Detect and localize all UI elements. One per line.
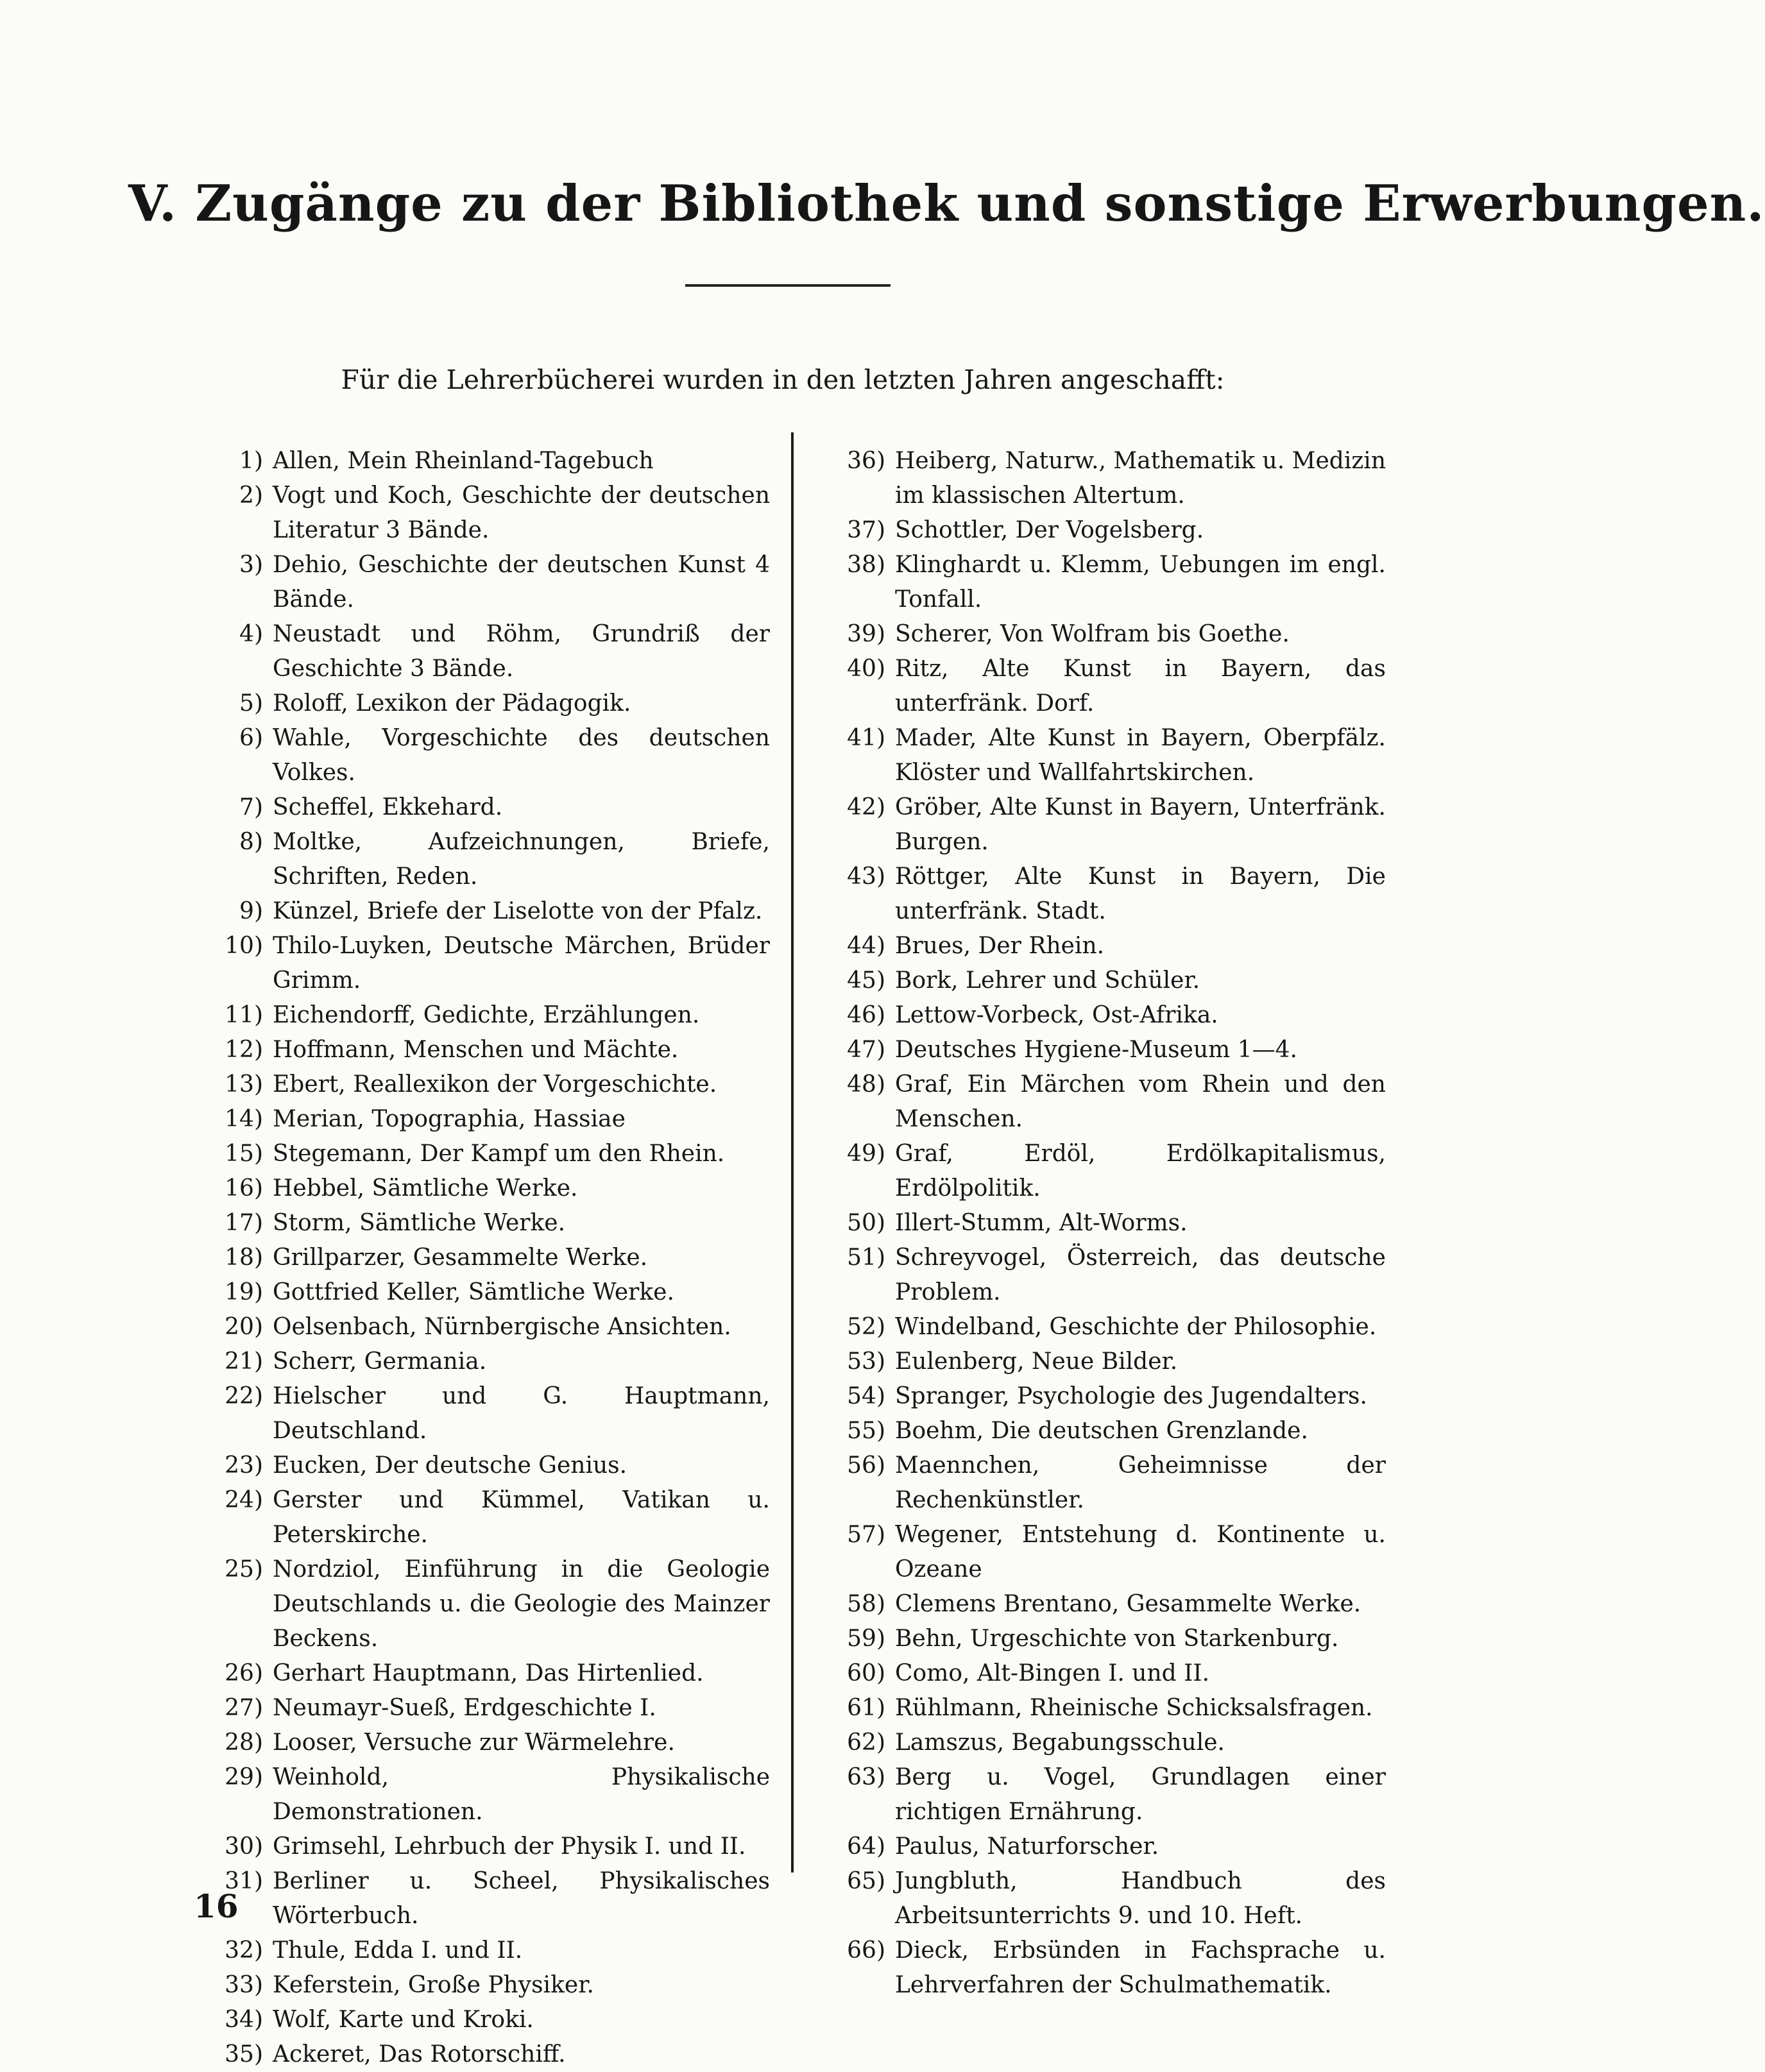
item-number: 22) — [225, 1383, 263, 1409]
item-text: Thule, Edda I. und II. — [273, 1937, 523, 1964]
item-text: Ritz, Alte Kunst in Bayern, das unterfränk. Dorf. — [895, 656, 1386, 717]
item-text: Gröber, Alte Kunst in Bayern, Unterfränk. Burgen. — [895, 794, 1386, 855]
list-item — [192, 2003, 770, 2037]
list-item — [192, 1691, 770, 1726]
item-number: 61) — [847, 1695, 885, 1721]
item-text: Eichendorff, Gedichte, Erzählungen. — [273, 1002, 700, 1028]
item-number: 38) — [847, 552, 885, 578]
item-text: Hoffmann, Menschen und Mächte. — [273, 1037, 679, 1063]
item-number: 12) — [225, 1037, 263, 1063]
list-item — [815, 1448, 1386, 1518]
item-text: Wolf, Karte und Kroki. — [273, 2007, 534, 2033]
item-number: 15) — [225, 1141, 263, 1167]
item-number: 19) — [225, 1279, 263, 1305]
list-item — [192, 721, 770, 790]
list-item — [815, 513, 1386, 548]
item-number: 58) — [847, 1591, 885, 1617]
item-number: 45) — [847, 967, 885, 994]
item-text: Spranger, Psychologie des Jugendalters. — [895, 1383, 1367, 1409]
item-text: Nordziol, Einführung in die Geologie Deutschlands u. die Geologie des Mainzer Beckens. — [273, 1556, 770, 1652]
list-item — [192, 686, 770, 721]
item-number: 51) — [847, 1244, 885, 1271]
item-text: Grillparzer, Gesammelte Werke. — [273, 1244, 648, 1271]
item-text: Bork, Lehrer und Schüler. — [895, 967, 1200, 994]
item-number: 54) — [847, 1383, 885, 1409]
item-number: 33) — [225, 1972, 263, 1998]
list-item — [192, 1760, 770, 1830]
list-item — [815, 1206, 1386, 1241]
list-item — [815, 929, 1386, 964]
item-number: 18) — [225, 1244, 263, 1271]
list-item — [192, 1968, 770, 2003]
list-item — [192, 1933, 770, 1968]
item-text: Neumayr-Sueß, Erdgeschichte I. — [273, 1695, 656, 1721]
item-text: Künzel, Briefe der Liselotte von der Pfalz. — [273, 898, 763, 924]
item-text: Allen, Mein Rheinland-Tagebuch — [273, 448, 654, 474]
item-number: 28) — [225, 1729, 263, 1756]
item-number: 57) — [847, 1522, 885, 1548]
item-number: 34) — [225, 2007, 263, 2033]
left-column-list — [192, 444, 770, 2072]
item-number: 3) — [239, 552, 263, 578]
item-number: 4) — [239, 621, 263, 647]
item-text: Gerhart Hauptmann, Das Hirtenlied. — [273, 1660, 704, 1686]
item-text: Klinghardt u. Klemm, Uebungen im engl. Tonfall. — [895, 552, 1386, 613]
item-number: 49) — [847, 1141, 885, 1167]
item-number: 40) — [847, 656, 885, 682]
list-item — [192, 1241, 770, 1275]
list-item — [192, 1830, 770, 1864]
item-number: 8) — [239, 829, 263, 855]
list-item — [192, 825, 770, 894]
item-number: 17) — [225, 1210, 263, 1236]
item-text: Berliner u. Scheel, Physikalisches Wörterbuch. — [273, 1868, 770, 1929]
item-number: 47) — [847, 1037, 885, 1063]
list-item — [815, 721, 1386, 790]
list-item — [192, 444, 770, 479]
item-text: Maennchen, Geheimnisse der Rechenkünstler. — [895, 1452, 1386, 1513]
item-text: Dehio, Geschichte der deutschen Kunst 4 Bände. — [273, 552, 770, 613]
right-column-list — [815, 444, 1386, 2003]
list-item — [192, 617, 770, 686]
list-item — [192, 548, 770, 617]
list-item — [192, 998, 770, 1033]
list-item — [815, 964, 1386, 998]
list-item — [192, 2037, 770, 2072]
list-item — [815, 444, 1386, 513]
item-number: 63) — [847, 1764, 885, 1790]
item-text: Graf, Ein Märchen vom Rhein und den Menschen. — [895, 1071, 1386, 1132]
list-item — [192, 1726, 770, 1760]
list-item — [192, 1102, 770, 1137]
column-divider — [791, 432, 794, 1872]
item-text: Hielscher und G. Hauptmann, Deutschland. — [273, 1383, 770, 1444]
item-text: Graf, Erdöl, Erdölkapitalismus, Erdölpolitik. — [895, 1141, 1386, 1202]
list-item — [815, 1656, 1386, 1691]
section-title: V. Zugänge zu der Bibliothek und sonstige Erwerbungen. — [128, 174, 1765, 233]
item-number: 30) — [225, 1833, 263, 1860]
item-text: Dieck, Erbsünden in Fachsprache u. Lehrverfahren der Schulmathematik. — [895, 1937, 1386, 1998]
list-item — [192, 479, 770, 548]
item-text: Roloff, Lexikon der Pädagogik. — [273, 690, 631, 717]
item-number: 43) — [847, 863, 885, 890]
item-text: Brues, Der Rhein. — [895, 933, 1105, 959]
item-number: 60) — [847, 1660, 885, 1686]
item-number: 48) — [847, 1071, 885, 1098]
list-item — [192, 1206, 770, 1241]
item-text: Gottfried Keller, Sämtliche Werke. — [273, 1279, 674, 1305]
list-item — [815, 617, 1386, 652]
list-item — [192, 1656, 770, 1691]
item-number: 23) — [225, 1452, 263, 1479]
list-item — [192, 894, 770, 929]
item-number: 39) — [847, 621, 885, 647]
item-number: 62) — [847, 1729, 885, 1756]
item-text: Wegener, Entstehung d. Kontinente u. Ozeane — [895, 1522, 1386, 1583]
item-number: 20) — [225, 1314, 263, 1340]
list-item — [192, 1137, 770, 1171]
list-item — [192, 790, 770, 825]
item-number: 1) — [239, 448, 263, 474]
item-text: Eucken, Der deutsche Genius. — [273, 1452, 627, 1479]
item-number: 65) — [847, 1868, 885, 1894]
item-number: 26) — [225, 1660, 263, 1686]
list-item — [192, 1345, 770, 1379]
item-text: Wahle, Vorgeschichte des deutschen Volkes. — [273, 725, 770, 786]
item-number: 59) — [847, 1626, 885, 1652]
list-item — [815, 998, 1386, 1033]
title-divider — [685, 284, 891, 287]
item-number: 24) — [225, 1487, 263, 1513]
item-number: 7) — [239, 794, 263, 820]
item-text: Eulenberg, Neue Bilder. — [895, 1348, 1178, 1375]
item-text: Ebert, Reallexikon der Vorgeschichte. — [273, 1071, 717, 1098]
item-number: 36) — [847, 448, 885, 474]
list-item — [815, 1587, 1386, 1622]
item-text: Oelsenbach, Nürnbergische Ansichten. — [273, 1314, 731, 1340]
item-text: Behn, Urgeschichte von Starkenburg. — [895, 1626, 1339, 1652]
list-item — [192, 1864, 770, 1933]
list-item — [815, 1864, 1386, 1933]
item-text: Berg u. Vogel, Grundlagen einer richtigen Ernährung. — [895, 1764, 1386, 1825]
list-item — [815, 1241, 1386, 1310]
list-item — [815, 1137, 1386, 1206]
item-number: 66) — [847, 1937, 885, 1964]
list-item — [192, 1552, 770, 1656]
item-number: 27) — [225, 1695, 263, 1721]
item-text: Scherr, Germania. — [273, 1348, 487, 1375]
list-item — [192, 1033, 770, 1067]
list-item — [815, 1033, 1386, 1067]
item-text: Vogt und Koch, Geschichte der deutschen Literatur 3 Bände. — [273, 482, 770, 543]
item-number: 50) — [847, 1210, 885, 1236]
item-number: 5) — [239, 690, 263, 717]
item-number: 31) — [225, 1868, 263, 1894]
item-text: Como, Alt-Bingen I. und II. — [895, 1660, 1210, 1686]
list-item — [815, 1830, 1386, 1864]
item-text: Looser, Versuche zur Wärmelehre. — [273, 1729, 675, 1756]
list-item — [815, 1518, 1386, 1587]
list-item — [815, 1379, 1386, 1414]
item-number: 53) — [847, 1348, 885, 1375]
list-item — [815, 1691, 1386, 1726]
item-text: Schreyvogel, Österreich, das deutsche Problem. — [895, 1244, 1386, 1305]
item-number: 2) — [239, 482, 263, 509]
list-item — [815, 860, 1386, 929]
item-text: Schottler, Der Vogelsberg. — [895, 517, 1204, 543]
list-item — [192, 1448, 770, 1483]
item-number: 52) — [847, 1314, 885, 1340]
item-text: Moltke, Aufzeichnungen, Briefe, Schriften, Reden. — [273, 829, 770, 890]
item-text: Grimsehl, Lehrbuch der Physik I. und II. — [273, 1833, 746, 1860]
item-text: Stegemann, Der Kampf um den Rhein. — [273, 1141, 725, 1167]
item-number: 56) — [847, 1452, 885, 1479]
item-text: Ackeret, Das Rotorschiff. — [273, 2041, 566, 2068]
list-item — [192, 1067, 770, 1102]
item-number: 13) — [225, 1071, 263, 1098]
item-text: Deutsches Hygiene-Museum 1—4. — [895, 1037, 1297, 1063]
list-item — [192, 1483, 770, 1552]
item-text: Weinhold, Physikalische Demonstrationen. — [273, 1764, 770, 1825]
list-item — [815, 1933, 1386, 2003]
item-text: Röttger, Alte Kunst in Bayern, Die unterfränk. Stadt. — [895, 863, 1386, 924]
item-text: Rühlmann, Rheinische Schicksalsfragen. — [895, 1695, 1373, 1721]
item-number: 21) — [225, 1348, 263, 1375]
item-number: 55) — [847, 1418, 885, 1444]
item-text: Gerster und Kümmel, Vatikan u. Peterskirche. — [273, 1487, 770, 1548]
list-item — [815, 1414, 1386, 1448]
item-number: 32) — [225, 1937, 263, 1964]
item-text: Heiberg, Naturw., Mathematik u. Medizin im klassischen Altertum. — [895, 448, 1386, 509]
item-text: Hebbel, Sämtliche Werke. — [273, 1175, 578, 1202]
item-text: Paulus, Naturforscher. — [895, 1833, 1159, 1860]
item-number: 10) — [225, 933, 263, 959]
item-text: Mader, Alte Kunst in Bayern, Oberpfälz. Klöster und Wallfahrtskirchen. — [895, 725, 1386, 786]
item-number: 9) — [239, 898, 263, 924]
list-item — [815, 1067, 1386, 1137]
item-text: Boehm, Die deutschen Grenzlande. — [895, 1418, 1308, 1444]
item-text: Lettow-Vorbeck, Ost-Afrika. — [895, 1002, 1218, 1028]
item-text: Neustadt und Röhm, Grundriß der Geschichte 3 Bände. — [273, 621, 770, 682]
item-number: 11) — [225, 1002, 263, 1028]
item-number: 14) — [225, 1106, 263, 1132]
item-number: 6) — [239, 725, 263, 751]
list-item — [815, 548, 1386, 617]
item-text: Clemens Brentano, Gesammelte Werke. — [895, 1591, 1361, 1617]
item-text: Illert-Stumm, Alt-Worms. — [895, 1210, 1188, 1236]
page-number: 16 — [194, 1887, 239, 1925]
item-text: Windelband, Geschichte der Philosophie. — [895, 1314, 1377, 1340]
list-item — [815, 1310, 1386, 1345]
item-text: Scherer, Von Wolfram bis Goethe. — [895, 621, 1290, 647]
item-text: Scheffel, Ekkehard. — [273, 794, 503, 820]
item-text: Storm, Sämtliche Werke. — [273, 1210, 566, 1236]
item-number: 37) — [847, 517, 885, 543]
item-number: 29) — [225, 1764, 263, 1790]
item-number: 41) — [847, 725, 885, 751]
list-item — [192, 1171, 770, 1206]
list-item — [192, 1310, 770, 1345]
item-text: Thilo-Luyken, Deutsche Märchen, Brüder Grimm. — [273, 933, 770, 994]
item-number: 64) — [847, 1833, 885, 1860]
list-item — [192, 1275, 770, 1310]
item-number: 44) — [847, 933, 885, 959]
list-item — [192, 929, 770, 998]
list-item — [815, 1760, 1386, 1830]
list-item — [815, 1622, 1386, 1656]
list-item — [815, 652, 1386, 721]
list-item — [815, 1345, 1386, 1379]
item-text: Jungbluth, Handbuch des Arbeitsunterrichts 9. und 10. Heft. — [895, 1868, 1386, 1929]
item-number: 46) — [847, 1002, 885, 1028]
item-number: 35) — [225, 2041, 263, 2068]
section-subtitle: Für die Lehrerbücherei wurden in den letzten Jahren angeschafft: — [341, 364, 1225, 395]
list-item — [815, 790, 1386, 860]
item-text: Merian, Topographia, Hassiae — [273, 1106, 626, 1132]
list-item — [815, 1726, 1386, 1760]
list-item — [192, 1379, 770, 1448]
item-text: Lamszus, Begabungsschule. — [895, 1729, 1225, 1756]
item-number: 42) — [847, 794, 885, 820]
item-text: Keferstein, Große Physiker. — [273, 1972, 594, 1998]
item-number: 16) — [225, 1175, 263, 1202]
item-number: 25) — [225, 1556, 263, 1583]
